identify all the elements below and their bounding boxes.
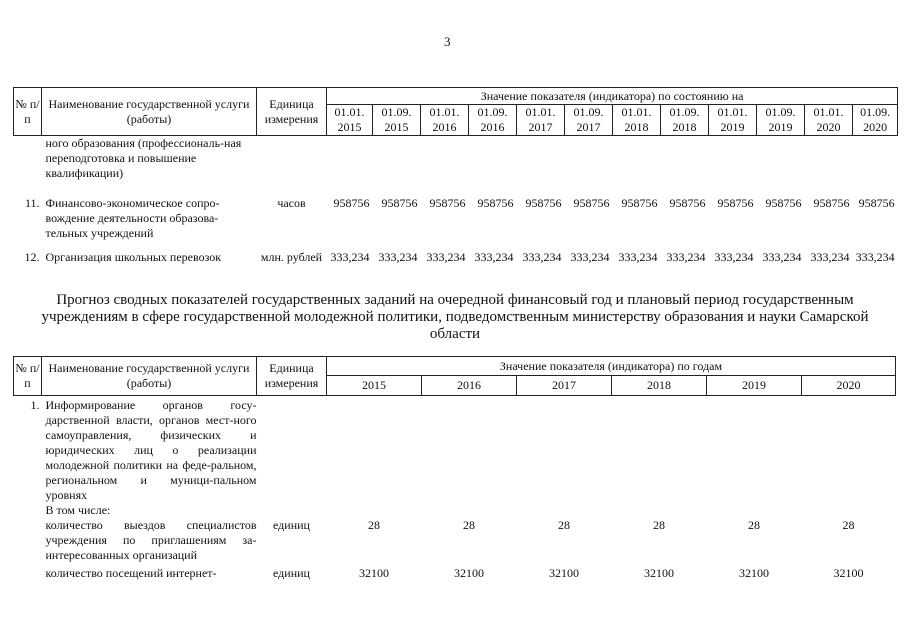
- service-name: Финансово-экономическое сопро-вождение деятельности образова-тельных учреждений: [45, 196, 220, 240]
- value-cell: 32100: [359, 566, 389, 580]
- header-unit: Единица измерения: [257, 88, 327, 136]
- header-num: № п/п: [14, 88, 42, 136]
- header-value-group: Значение показателя (индикатора) по состоянию на: [327, 88, 898, 105]
- table-row: [14, 518, 896, 563]
- value-cell: 958756: [525, 196, 562, 210]
- value-cell: 333,234: [378, 250, 418, 264]
- value-cell: 958756: [858, 196, 895, 210]
- header-year: 2019: [707, 376, 802, 396]
- value-cell: 28: [558, 518, 570, 532]
- indicators-by-year-table: [13, 356, 896, 583]
- row-num: 12.: [24, 250, 40, 264]
- value-cell: 28: [748, 518, 760, 532]
- table-row: [14, 563, 896, 583]
- header-year: 2015: [327, 376, 422, 396]
- header-date: 01.09. 2016: [469, 105, 517, 136]
- header-year: 2017: [517, 376, 612, 396]
- header-num: № п/п: [14, 357, 42, 396]
- value-cell: 958756: [669, 196, 706, 210]
- header-date: 01.09. 2015: [373, 105, 421, 136]
- header-value-group: Значение показателя (индикатора) по годам: [327, 357, 896, 376]
- header-date: 01.09. 2018: [661, 105, 709, 136]
- value-cell: 333,234: [330, 250, 370, 264]
- header-date: 01.01. 2019: [709, 105, 757, 136]
- value-cell: 32100: [833, 566, 864, 580]
- value-cell: 958756: [765, 196, 802, 210]
- row-num: 1.: [30, 398, 40, 412]
- value-cell: 333,234: [618, 250, 658, 264]
- header-unit: Единица измерения: [257, 357, 327, 396]
- header-year: 2020: [802, 376, 896, 396]
- table-row: [14, 396, 896, 519]
- table-row: [14, 196, 898, 250]
- value-cell: 28: [842, 518, 855, 532]
- value-cell: 958756: [573, 196, 610, 210]
- value-cell: 32100: [454, 566, 484, 580]
- value-cell: 32100: [739, 566, 769, 580]
- unit: часов: [277, 196, 306, 210]
- value-cell: 32100: [644, 566, 674, 580]
- unit: единиц: [273, 566, 310, 580]
- header-date: 01.01. 2016: [421, 105, 469, 136]
- value-cell: 958756: [717, 196, 754, 210]
- header-name: Наименование государственной услуги (работы): [42, 88, 257, 136]
- header-date: 01.01. 2015: [327, 105, 373, 136]
- value-cell: 958756: [333, 196, 370, 210]
- header-name: Наименование государственной услуги (работы): [42, 357, 257, 396]
- unit: единиц: [273, 518, 310, 532]
- value-cell: 958756: [381, 196, 418, 210]
- header-year: 2018: [612, 376, 707, 396]
- value-cell: 958756: [429, 196, 466, 210]
- service-name: количество посещений интернет-: [45, 566, 217, 580]
- row-num: 11.: [24, 196, 40, 210]
- value-cell: 333,234: [855, 250, 895, 264]
- value-cell: 333,234: [474, 250, 514, 264]
- table-row-continuation: [14, 136, 898, 197]
- header-date: 01.09. 2017: [565, 105, 613, 136]
- value-cell: 32100: [549, 566, 579, 580]
- value-cell: 28: [463, 518, 475, 532]
- service-name: Организация школьных перевозок: [45, 250, 222, 264]
- header-date: 01.09. 2019: [757, 105, 805, 136]
- value-cell: 333,234: [714, 250, 754, 264]
- value-cell: 333,234: [762, 250, 802, 264]
- value-cell: 333,234: [570, 250, 610, 264]
- value-cell: 958756: [477, 196, 514, 210]
- section-heading: Прогноз сводных показателей государственных заданий на очередной финансовый год и плановый период государственным учреждениям в сфере государственной молодежной политики, подведомственным министерству образования и науки Самарской области: [41, 292, 869, 342]
- value-cell: 333,234: [666, 250, 706, 264]
- value-cell: 958756: [621, 196, 658, 210]
- page-number: 3: [444, 34, 451, 49]
- service-name: количество выездов специалистов учреждения по приглашениям за-интересованных организаций: [45, 518, 257, 562]
- sub-heading: В том числе:: [45, 503, 111, 517]
- header-date: 01.09. 2020: [853, 105, 898, 136]
- value-cell: 333,234: [522, 250, 562, 264]
- header-year: 2016: [422, 376, 517, 396]
- value-cell: 333,234: [810, 250, 850, 264]
- header-date: 01.01. 2018: [613, 105, 661, 136]
- unit: млн. рублей: [260, 250, 323, 264]
- value-cell: 28: [653, 518, 665, 532]
- value-cell: 28: [368, 518, 380, 532]
- table-row: [14, 250, 898, 284]
- continued-service-name: ного образования (профессиональ-ная переподготовка и повышение квалификации): [45, 136, 242, 180]
- service-name: Информирование органов госу-дарственной власти, органов мест-ного самоуправления, физических и юридических лиц о реализации молодежной политики на феде-ральном, региональном и муници-пальном уровнях: [45, 398, 257, 502]
- header-date: 01.01. 2020: [805, 105, 853, 136]
- header-date: 01.01. 2017: [517, 105, 565, 136]
- value-cell: 958756: [813, 196, 850, 210]
- indicators-by-date-table: [13, 87, 898, 284]
- value-cell: 333,234: [426, 250, 466, 264]
